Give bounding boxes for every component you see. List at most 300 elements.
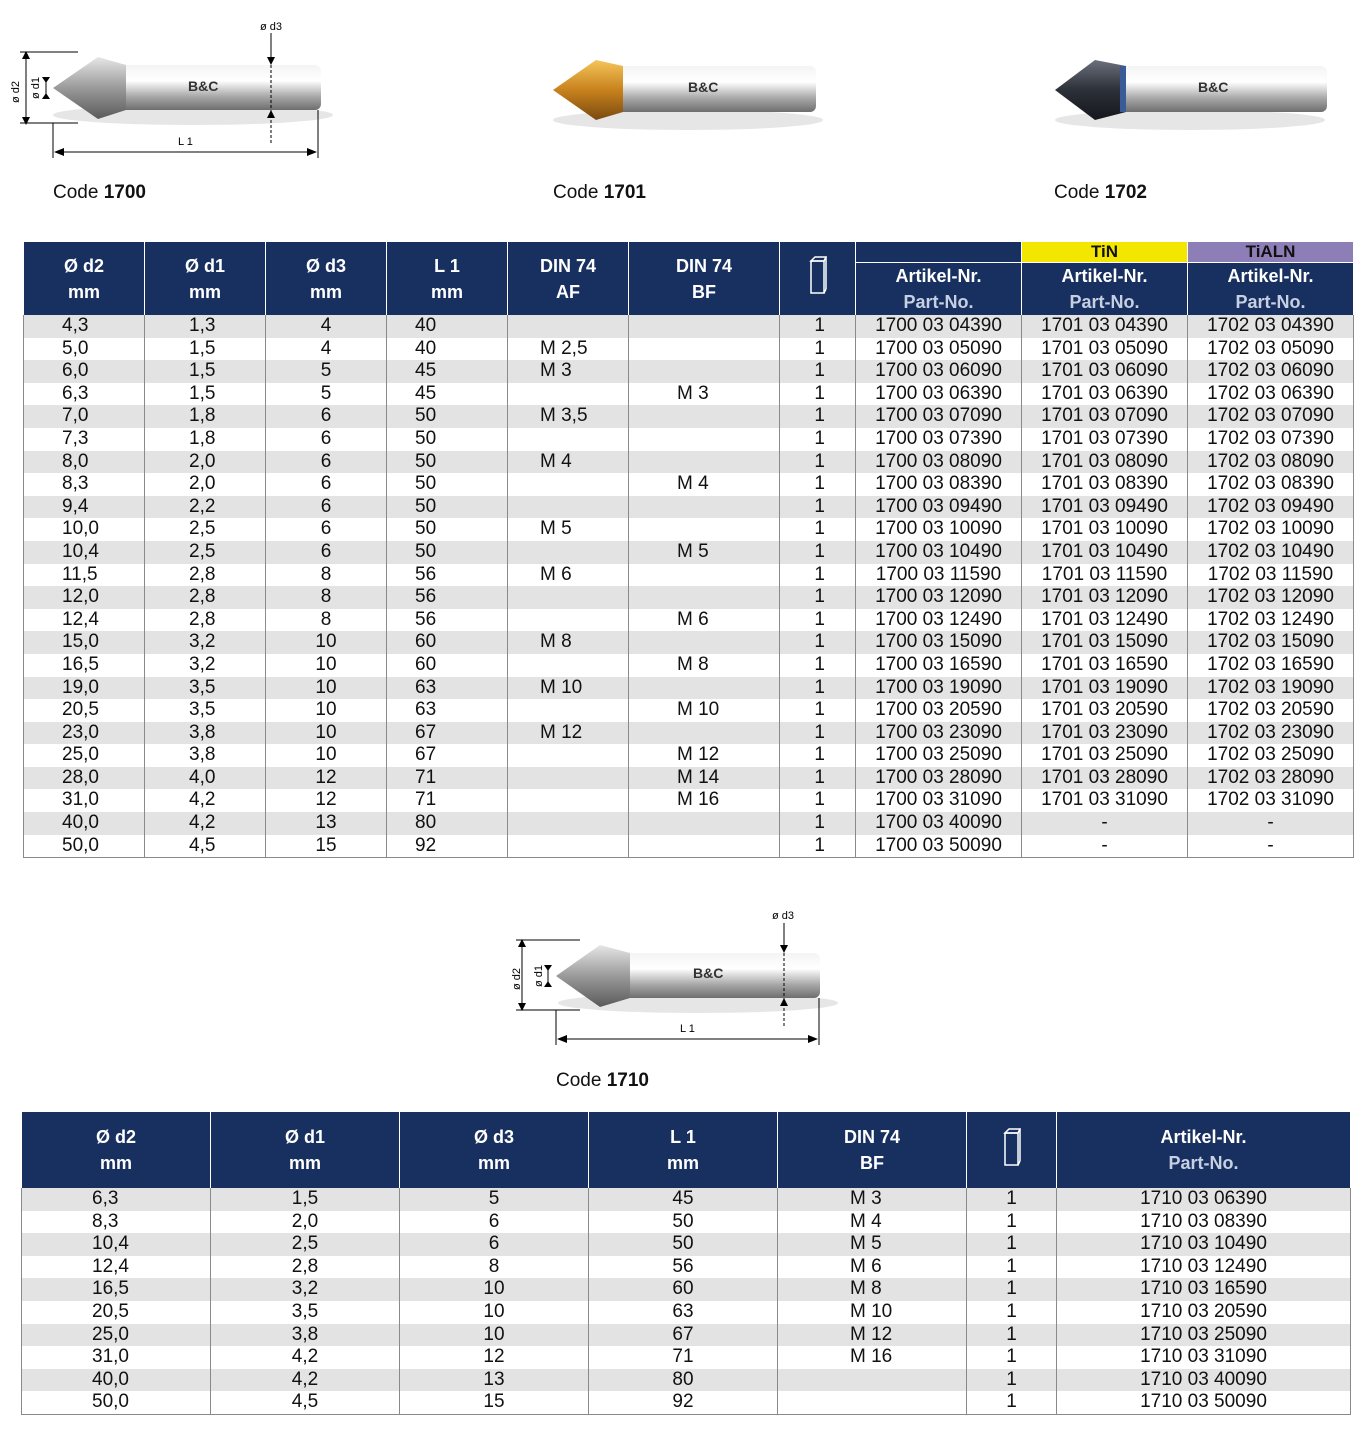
table-row (24, 677, 1354, 700)
table-row (24, 428, 1354, 451)
cell-d1: 4,2 (211, 1346, 400, 1369)
header-coat-none (856, 242, 1022, 263)
cell-d2: 15,0 (24, 631, 145, 654)
tool-1710-drawing (508, 905, 843, 1050)
table-row (22, 1233, 1351, 1256)
header-package-icon (780, 242, 856, 315)
table-row (24, 518, 1354, 541)
cell-din74-af: M 3,5 (508, 405, 629, 428)
cell-pack: 1 (780, 812, 856, 835)
cell-din74-bf: M 12 (629, 744, 780, 767)
cell-pack: 1 (780, 428, 856, 451)
cell-din74-bf: M 10 (778, 1301, 967, 1324)
header2-d1: Ø d1 mm (211, 1112, 400, 1188)
cell-din74-af (508, 835, 629, 858)
cell-l1: 45 (387, 383, 508, 406)
cell-l1: 56 (387, 586, 508, 609)
cell-d3: 12 (266, 789, 387, 812)
cell-din74-af (508, 496, 629, 519)
cell-artikel-1702: 1702 03 28090 (1188, 767, 1354, 790)
cell-din74-bf (629, 496, 780, 519)
cell-din74-bf: M 3 (778, 1188, 967, 1211)
cell-din74-bf: M 4 (629, 473, 780, 496)
cell-artikel-1701: 1701 03 08390 (1022, 473, 1188, 496)
table-row (24, 473, 1354, 496)
cell-d2: 12,4 (22, 1256, 211, 1279)
cell-d1: 3,5 (145, 699, 266, 722)
cell-d3: 10 (266, 654, 387, 677)
cell-l1: 63 (387, 677, 508, 700)
table-row (24, 744, 1354, 767)
cell-pack: 1 (780, 654, 856, 677)
header-d1: Ø d1 mm (145, 242, 266, 315)
cell-artikel-1701: 1701 03 07390 (1022, 428, 1188, 451)
cell-artikel-1702: 1702 03 08390 (1188, 473, 1354, 496)
cell-artikel-1700: 1700 03 09490 (856, 496, 1022, 519)
cell-artikel-1700: 1700 03 50090 (856, 835, 1022, 858)
cell-d2: 16,5 (24, 654, 145, 677)
cell-artikel-1701: 1701 03 20590 (1022, 699, 1188, 722)
cell-d2: 7,0 (24, 405, 145, 428)
cell-din74-af (508, 473, 629, 496)
cell-din74-bf: M 6 (778, 1256, 967, 1279)
cell-din74-bf (629, 631, 780, 654)
table-row (24, 360, 1354, 383)
cell-d2: 6,0 (24, 360, 145, 383)
table-row (24, 315, 1354, 338)
cell-d3: 10 (266, 677, 387, 700)
cell-d1: 2,5 (211, 1233, 400, 1256)
table-row (24, 451, 1354, 474)
cell-artikel-1700: 1700 03 08090 (856, 451, 1022, 474)
table2-header-row (22, 1112, 1351, 1188)
table-row (24, 835, 1354, 858)
cell-artikel-1710: 1710 03 08390 (1057, 1211, 1351, 1234)
cell-pack: 1 (967, 1324, 1057, 1347)
cell-artikel-1701: 1701 03 31090 (1022, 789, 1188, 812)
cell-din74-bf: M 6 (629, 609, 780, 632)
cell-din74-bf: M 5 (778, 1233, 967, 1256)
cell-artikel-1702: 1702 03 12090 (1188, 586, 1354, 609)
cell-din74-bf (629, 405, 780, 428)
cell-pack: 1 (967, 1391, 1057, 1414)
cell-artikel-1702: 1702 03 07390 (1188, 428, 1354, 451)
cell-artikel-1710: 1710 03 40090 (1057, 1369, 1351, 1392)
cell-pack: 1 (780, 541, 856, 564)
cell-artikel-1701: 1701 03 12490 (1022, 609, 1188, 632)
cell-artikel-1702: 1702 03 12490 (1188, 609, 1354, 632)
cell-d1: 1,5 (145, 338, 266, 361)
tool-1701-drawing (548, 48, 838, 138)
cell-l1: 60 (589, 1278, 778, 1301)
cell-d2: 6,3 (24, 383, 145, 406)
cell-d3: 8 (266, 586, 387, 609)
cell-din74-bf: M 16 (629, 789, 780, 812)
cell-artikel-1710: 1710 03 50090 (1057, 1391, 1351, 1414)
cell-din74-af (508, 812, 629, 835)
cell-artikel-1702: - (1188, 812, 1354, 835)
cell-d3: 8 (266, 564, 387, 587)
cell-pack: 1 (780, 677, 856, 700)
cell-artikel-1701: 1701 03 06390 (1022, 383, 1188, 406)
cell-din74-af (508, 541, 629, 564)
cell-artikel-1700: 1700 03 19090 (856, 677, 1022, 700)
cell-d1: 2,8 (211, 1256, 400, 1279)
cell-d1: 3,5 (211, 1301, 400, 1324)
cell-l1: 50 (387, 428, 508, 451)
cell-artikel-1702: 1702 03 07090 (1188, 405, 1354, 428)
cell-d2: 4,3 (24, 315, 145, 338)
cell-din74-af: M 4 (508, 451, 629, 474)
table2-body (22, 1188, 1351, 1414)
header-l1: L 1 mm (387, 242, 508, 315)
cell-pack: 1 (967, 1256, 1057, 1279)
header-d2: Ø d2 mm (24, 242, 145, 315)
cell-din74-bf (629, 812, 780, 835)
cell-din74-af (508, 428, 629, 451)
cell-l1: 45 (589, 1188, 778, 1211)
cell-din74-af (508, 744, 629, 767)
cell-artikel-1702: 1702 03 04390 (1188, 315, 1354, 338)
cell-d2: 31,0 (22, 1346, 211, 1369)
cell-d1: 3,8 (211, 1324, 400, 1347)
cell-din74-bf (629, 338, 780, 361)
cell-artikel-1701: 1701 03 25090 (1022, 744, 1188, 767)
cell-l1: 63 (387, 699, 508, 722)
cell-din74-bf (629, 564, 780, 587)
cell-artikel-1702: 1702 03 25090 (1188, 744, 1354, 767)
cell-artikel-1710: 1710 03 31090 (1057, 1346, 1351, 1369)
header-din74-bf: DIN 74 BF (629, 242, 780, 315)
cell-d1: 3,2 (145, 654, 266, 677)
cell-d3: 13 (400, 1369, 589, 1392)
cell-d2: 8,3 (22, 1211, 211, 1234)
cell-din74-bf: M 8 (778, 1278, 967, 1301)
cell-din74-bf (778, 1369, 967, 1392)
cell-pack: 1 (780, 609, 856, 632)
cell-artikel-1700: 1700 03 25090 (856, 744, 1022, 767)
table-row (24, 812, 1354, 835)
code-caption-1702: Code 1702 (1054, 182, 1147, 203)
table-row (24, 338, 1354, 361)
package-icon (1003, 1127, 1021, 1167)
cell-din74-af (508, 789, 629, 812)
cell-din74-bf (629, 315, 780, 338)
cell-d1: 4,2 (145, 812, 266, 835)
cell-l1: 50 (387, 541, 508, 564)
cell-din74-af (508, 609, 629, 632)
cell-d1: 2,0 (211, 1211, 400, 1234)
cell-d1: 2,8 (145, 586, 266, 609)
cell-artikel-1700: 1700 03 31090 (856, 789, 1022, 812)
cell-artikel-1702: 1702 03 31090 (1188, 789, 1354, 812)
cell-pack: 1 (780, 405, 856, 428)
cell-d3: 10 (266, 722, 387, 745)
cell-l1: 67 (589, 1324, 778, 1347)
cell-l1: 67 (387, 744, 508, 767)
cell-din74-bf (629, 835, 780, 858)
cell-d2: 8,3 (24, 473, 145, 496)
table1-header-row-top (24, 242, 1354, 263)
cell-artikel-1701: 1701 03 23090 (1022, 722, 1188, 745)
cell-d2: 16,5 (22, 1278, 211, 1301)
cell-l1: 40 (387, 338, 508, 361)
cell-l1: 50 (387, 405, 508, 428)
cell-pack: 1 (780, 360, 856, 383)
table-1700-1702 (23, 242, 1354, 858)
cell-artikel-1700: 1700 03 12090 (856, 586, 1022, 609)
cell-d1: 1,5 (145, 360, 266, 383)
tool-1700-drawing (8, 15, 338, 165)
cell-artikel-1702: - (1188, 835, 1354, 858)
table-row (24, 699, 1354, 722)
cell-d3: 10 (266, 631, 387, 654)
table-row (24, 767, 1354, 790)
cell-artikel-1701: 1701 03 10090 (1022, 518, 1188, 541)
table-row (22, 1188, 1351, 1211)
cell-artikel-1701: 1701 03 07090 (1022, 405, 1188, 428)
table-row (24, 564, 1354, 587)
cell-artikel-1710: 1710 03 20590 (1057, 1301, 1351, 1324)
cell-d1: 4,2 (211, 1369, 400, 1392)
cell-d3: 12 (400, 1346, 589, 1369)
cell-d2: 10,4 (24, 541, 145, 564)
cell-d2: 50,0 (22, 1391, 211, 1414)
header-coat-tialn: TiALN (1188, 242, 1354, 263)
cell-d2: 25,0 (24, 744, 145, 767)
cell-artikel-1700: 1700 03 40090 (856, 812, 1022, 835)
table-row (22, 1256, 1351, 1279)
cell-artikel-1700: 1700 03 15090 (856, 631, 1022, 654)
cell-d3: 6 (266, 405, 387, 428)
cell-artikel-1700: 1700 03 06090 (856, 360, 1022, 383)
cell-artikel-1700: 1700 03 05090 (856, 338, 1022, 361)
cell-pack: 1 (780, 473, 856, 496)
cell-din74-af: M 10 (508, 677, 629, 700)
dim-d2-label-1700: ø d2 (10, 80, 22, 103)
cell-din74-bf: M 3 (629, 383, 780, 406)
cell-d2: 20,5 (22, 1301, 211, 1324)
table-row (24, 586, 1354, 609)
cell-l1: 80 (387, 812, 508, 835)
cell-artikel-1701: 1701 03 12090 (1022, 586, 1188, 609)
cell-d3: 6 (400, 1233, 589, 1256)
cell-d2: 50,0 (24, 835, 145, 858)
cell-l1: 60 (387, 631, 508, 654)
cell-d1: 1,3 (145, 315, 266, 338)
cell-artikel-1701: 1701 03 08090 (1022, 451, 1188, 474)
cell-l1: 40 (387, 315, 508, 338)
cell-artikel-1710: 1710 03 16590 (1057, 1278, 1351, 1301)
cell-artikel-1702: 1702 03 10090 (1188, 518, 1354, 541)
cell-artikel-1701: 1701 03 11590 (1022, 564, 1188, 587)
cell-d3: 6 (400, 1211, 589, 1234)
cell-pack: 1 (967, 1278, 1057, 1301)
table-row (24, 541, 1354, 564)
header-artikel-1701: Artikel-Nr. Part-No. (1022, 263, 1188, 316)
header-artikel-1702: Artikel-Nr. Part-No. (1188, 263, 1354, 316)
cell-artikel-1702: 1702 03 06390 (1188, 383, 1354, 406)
cell-pack: 1 (967, 1301, 1057, 1324)
cell-pack: 1 (780, 564, 856, 587)
table-row (22, 1301, 1351, 1324)
cell-artikel-1701: 1701 03 05090 (1022, 338, 1188, 361)
cell-l1: 50 (589, 1211, 778, 1234)
cell-d3: 10 (400, 1324, 589, 1347)
cell-l1: 50 (387, 451, 508, 474)
cell-din74-bf (629, 451, 780, 474)
cell-pack: 1 (780, 496, 856, 519)
header-din74-af: DIN 74 AF (508, 242, 629, 315)
cell-artikel-1701: 1701 03 04390 (1022, 315, 1188, 338)
cell-d1: 4,5 (145, 835, 266, 858)
cell-din74-bf (629, 586, 780, 609)
cell-artikel-1700: 1700 03 20590 (856, 699, 1022, 722)
cell-d1: 2,5 (145, 541, 266, 564)
cell-din74-bf: M 8 (629, 654, 780, 677)
cell-d2: 8,0 (24, 451, 145, 474)
cell-l1: 45 (387, 360, 508, 383)
table-row (24, 654, 1354, 677)
brand-logo-1701: B&C (688, 79, 719, 95)
cell-d3: 15 (400, 1391, 589, 1414)
cell-d2: 25,0 (22, 1324, 211, 1347)
cell-pack: 1 (780, 767, 856, 790)
cell-d1: 1,5 (145, 383, 266, 406)
cell-artikel-1700: 1700 03 10090 (856, 518, 1022, 541)
cell-d3: 8 (266, 609, 387, 632)
header-d3: Ø d3 mm (266, 242, 387, 315)
cell-pack: 1 (780, 338, 856, 361)
cell-pack: 1 (780, 789, 856, 812)
cell-pack: 1 (780, 699, 856, 722)
brand-logo-1710: B&C (693, 965, 724, 981)
cell-pack: 1 (967, 1211, 1057, 1234)
cell-d1: 3,8 (145, 722, 266, 745)
cell-din74-bf: M 10 (629, 699, 780, 722)
cell-l1: 67 (387, 722, 508, 745)
cell-l1: 50 (589, 1233, 778, 1256)
table-row (24, 383, 1354, 406)
cell-d1: 2,8 (145, 564, 266, 587)
cell-din74-af (508, 315, 629, 338)
cell-d2: 7,3 (24, 428, 145, 451)
cell-artikel-1702: 1702 03 16590 (1188, 654, 1354, 677)
cell-d1: 4,2 (145, 789, 266, 812)
cell-d1: 3,5 (145, 677, 266, 700)
cell-pack: 1 (780, 586, 856, 609)
cell-pack: 1 (967, 1233, 1057, 1256)
table-row (24, 496, 1354, 519)
cell-d1: 2,0 (145, 473, 266, 496)
table-row (22, 1278, 1351, 1301)
cell-artikel-1700: 1700 03 08390 (856, 473, 1022, 496)
cell-d3: 5 (266, 360, 387, 383)
cell-artikel-1700: 1700 03 06390 (856, 383, 1022, 406)
cell-d2: 11,5 (24, 564, 145, 587)
cell-l1: 56 (387, 609, 508, 632)
cell-artikel-1702: 1702 03 20590 (1188, 699, 1354, 722)
dim-d1-label-1710: ø d1 (533, 964, 545, 987)
cell-l1: 50 (387, 518, 508, 541)
cell-artikel-1701: 1701 03 19090 (1022, 677, 1188, 700)
cell-d2: 40,0 (24, 812, 145, 835)
dim-l1-label-1700: L 1 (178, 136, 193, 148)
dim-d2-label-1710: ø d2 (511, 967, 523, 990)
cell-din74-af (508, 699, 629, 722)
package-icon (809, 255, 827, 295)
cell-d3: 5 (266, 383, 387, 406)
cell-pack: 1 (780, 315, 856, 338)
cell-pack: 1 (780, 518, 856, 541)
cell-din74-bf: M 12 (778, 1324, 967, 1347)
cell-l1: 50 (387, 473, 508, 496)
cell-din74-af (508, 586, 629, 609)
cell-d1: 1,5 (211, 1188, 400, 1211)
cell-pack: 1 (967, 1346, 1057, 1369)
cell-din74-bf (629, 677, 780, 700)
cell-d2: 40,0 (22, 1369, 211, 1392)
cell-d1: 2,2 (145, 496, 266, 519)
cell-d2: 19,0 (24, 677, 145, 700)
cell-din74-bf (629, 518, 780, 541)
header-artikel-1700: Artikel-Nr. Part-No. (856, 263, 1022, 316)
cell-d2: 5,0 (24, 338, 145, 361)
cell-l1: 63 (589, 1301, 778, 1324)
table-row (24, 722, 1354, 745)
header2-d2: Ø d2 mm (22, 1112, 211, 1188)
cell-d3: 4 (266, 338, 387, 361)
cell-d2: 6,3 (22, 1188, 211, 1211)
code-caption-1710: Code 1710 (556, 1070, 649, 1091)
header2-d3: Ø d3 mm (400, 1112, 589, 1188)
cell-artikel-1700: 1700 03 12490 (856, 609, 1022, 632)
cell-d3: 10 (400, 1278, 589, 1301)
cell-din74-af: M 12 (508, 722, 629, 745)
cell-d3: 6 (266, 473, 387, 496)
table-row (22, 1391, 1351, 1414)
code-caption-1701: Code 1701 (553, 182, 646, 203)
cell-d2: 28,0 (24, 767, 145, 790)
cell-artikel-1702: 1702 03 08090 (1188, 451, 1354, 474)
dim-d3-label-1700: ø d3 (260, 21, 283, 33)
cell-l1: 71 (387, 789, 508, 812)
cell-pack: 1 (967, 1188, 1057, 1211)
cell-d1: 2,8 (145, 609, 266, 632)
brand-logo-1702: B&C (1198, 79, 1229, 95)
cell-artikel-1701: 1701 03 16590 (1022, 654, 1188, 677)
table-row (24, 789, 1354, 812)
cell-artikel-1710: 1710 03 10490 (1057, 1233, 1351, 1256)
cell-pack: 1 (780, 451, 856, 474)
cell-artikel-1700: 1700 03 04390 (856, 315, 1022, 338)
table-row (22, 1211, 1351, 1234)
cell-l1: 56 (387, 564, 508, 587)
header2-package-icon (967, 1112, 1057, 1188)
cell-artikel-1710: 1710 03 12490 (1057, 1256, 1351, 1279)
cell-l1: 50 (387, 496, 508, 519)
cell-artikel-1710: 1710 03 06390 (1057, 1188, 1351, 1211)
code-caption-1700: Code 1700 (53, 182, 146, 203)
cell-d3: 6 (266, 496, 387, 519)
cell-din74-af (508, 383, 629, 406)
cell-artikel-1700: 1700 03 28090 (856, 767, 1022, 790)
cell-l1: 60 (387, 654, 508, 677)
cell-din74-af: M 8 (508, 631, 629, 654)
cell-d3: 15 (266, 835, 387, 858)
dim-d3-label-1710: ø d3 (772, 910, 795, 922)
cell-artikel-1701: 1701 03 28090 (1022, 767, 1188, 790)
